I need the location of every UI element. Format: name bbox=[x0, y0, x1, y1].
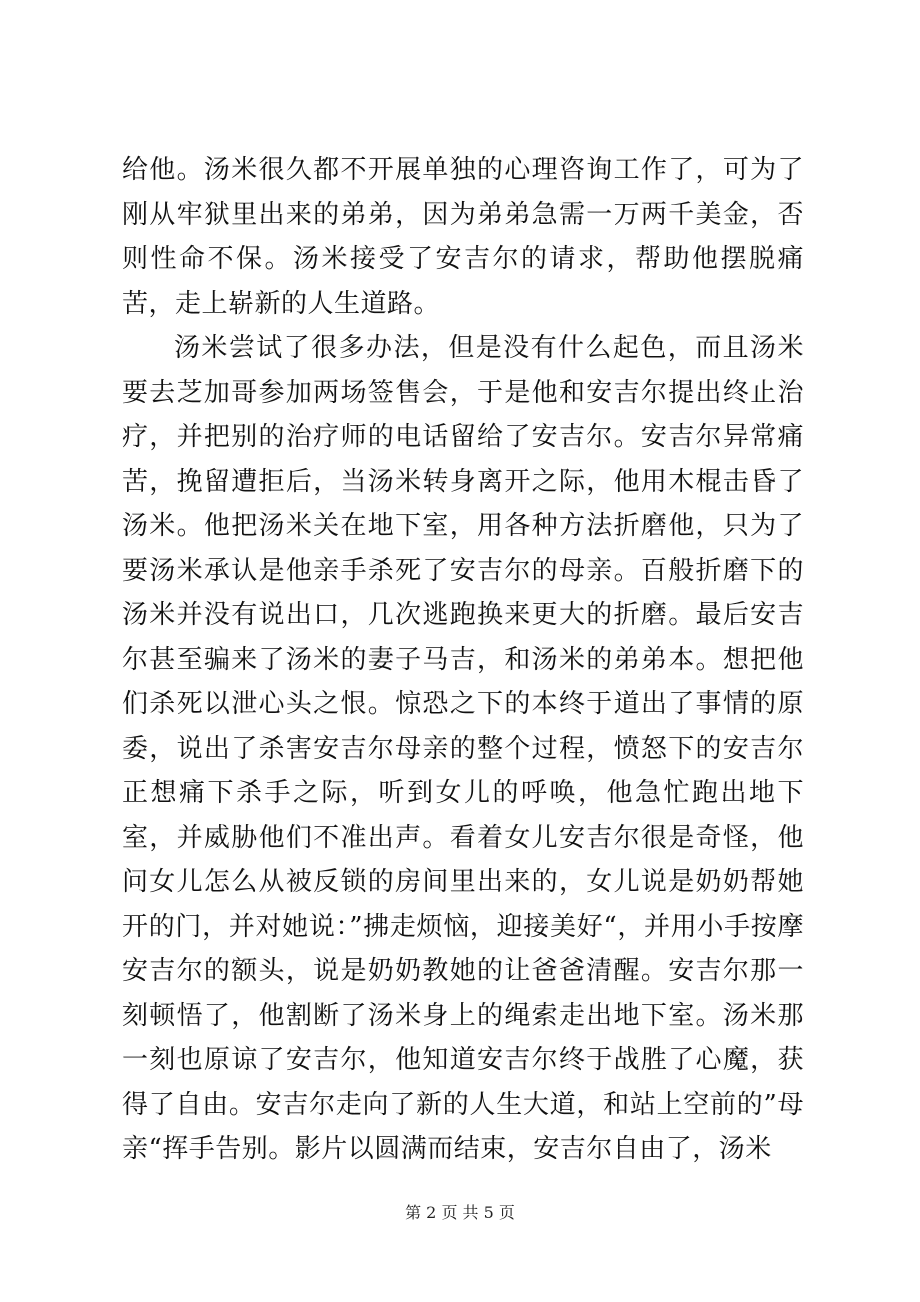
paragraph-1: 给他。汤米很久都不开展单独的心理咨询工作了，可为了刚从牢狱里出来的弟弟，因为弟弟急需一万两千美金，否则性命不保。汤米接受了安吉尔的请求，帮助他摆脱痛苦，走上崭新的人生道路。 bbox=[122, 155, 804, 319]
paragraph-2: 汤米尝试了很多办法，但是没有什么起色，而且汤米要去芝加哥参加两场签售会，于是他和安吉尔提出终止治疗，并把别的治疗师的电话留给了安吉尔。安吉尔异常痛苦，挽留遭拒后，当汤米转身离开之际，他用木棍击昏了汤米。他把汤米关在地下室，用各种方法折磨他，只为了要汤米承认是他亲手杀死了安吉尔的母亲。百般折磨下的汤米并没有说出口，几次逃跑换来更大的折磨。最后安吉尔甚至骗来了汤米的妻子马吉，和汤米的弟弟本。想把他们杀死以泄心头之恨。惊恐之下的本终于道出了事情的原委，说出了杀害安吉尔母亲的整个过程，愤怒下的安吉尔正想痛下杀手之际，听到女儿的呼唤，他急忙跑出地下室，并威胁他们不准出声。看着女儿安吉尔很是奇怪，他问女儿怎么从被反锁的房间里出来的，女儿说是奶奶帮她开的门，并对她说：”拂走烦恼，迎接美好“，并用小手按摩安吉尔的额头，说是奶奶教她的让爸爸清醒。安吉尔那一刻顿悟了，他割断了汤米身上的绳索走出地下室。汤米那一刻也原谅了安吉尔，他知道安吉尔终于战胜了心魔，获得了自由。安吉尔走向了新的人生大道，和站上空前的”母亲“挥手告别。影片以圆满而结束，安吉尔自由了，汤米 bbox=[122, 333, 804, 1164]
body-text bbox=[122, 148, 804, 1172]
page-footer: 第 2 页 共 5 页 bbox=[405, 1203, 515, 1222]
